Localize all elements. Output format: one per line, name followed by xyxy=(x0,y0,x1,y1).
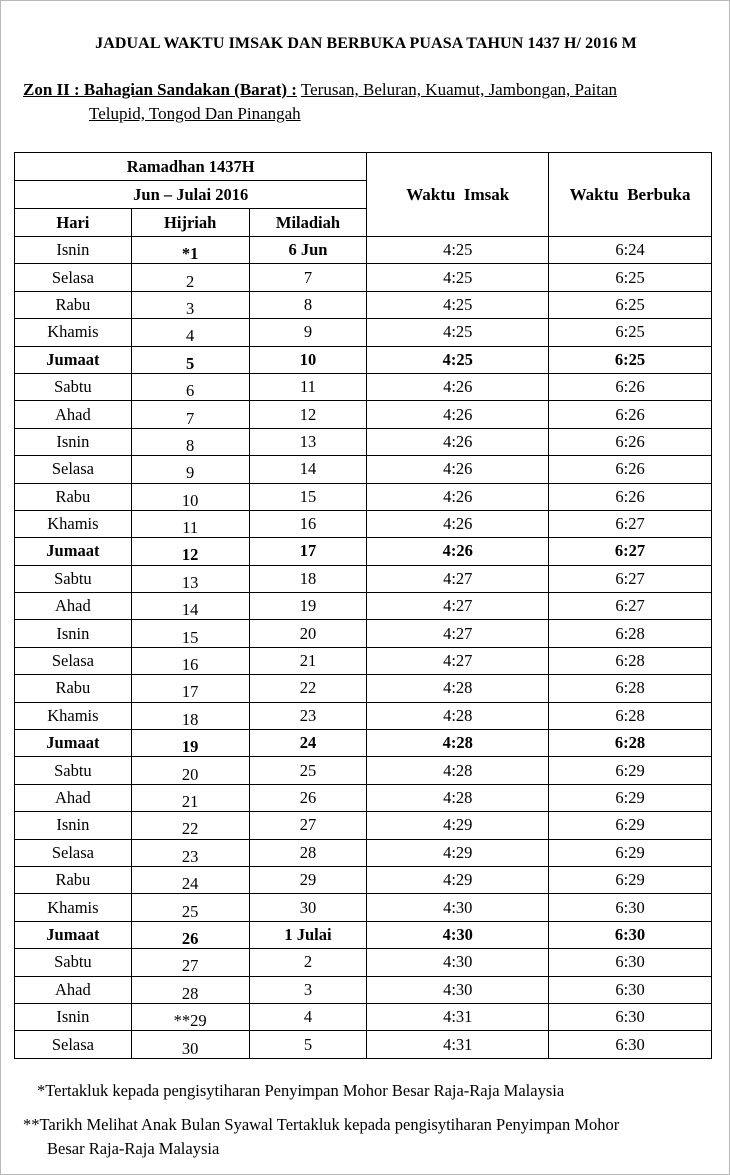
cell-greg: 18 xyxy=(249,565,367,592)
cell-berbuka: 6:27 xyxy=(549,593,712,620)
table-row xyxy=(15,949,712,976)
cell-day: Selasa xyxy=(15,1031,132,1058)
cell-day: Selasa xyxy=(15,264,132,291)
cell-day: Sabtu xyxy=(15,565,132,592)
cell-hijri: 22 xyxy=(131,812,249,839)
cell-hijri: 15 xyxy=(131,620,249,647)
table-row xyxy=(15,894,712,921)
cell-day: Rabu xyxy=(15,483,132,510)
cell-greg: 23 xyxy=(249,702,367,729)
table-row xyxy=(15,976,712,1003)
cell-greg: 21 xyxy=(249,647,367,674)
cell-imsak: 4:26 xyxy=(367,483,549,510)
cell-greg: 16 xyxy=(249,510,367,537)
cell-imsak: 4:26 xyxy=(367,373,549,400)
cell-hijri: 2 xyxy=(131,264,249,291)
cell-greg: 26 xyxy=(249,784,367,811)
table-row xyxy=(15,291,712,318)
table-row xyxy=(15,812,712,839)
cell-day: Sabtu xyxy=(15,949,132,976)
schedule-body xyxy=(15,237,712,1059)
cell-greg: 7 xyxy=(249,264,367,291)
cell-berbuka: 6:26 xyxy=(549,401,712,428)
cell-day: Rabu xyxy=(15,291,132,318)
cell-imsak: 4:30 xyxy=(367,921,549,948)
cell-hijri: 9 xyxy=(131,456,249,483)
cell-berbuka: 6:25 xyxy=(549,319,712,346)
zone-label: Zon II : Bahagian Sandakan (Barat) : xyxy=(23,80,297,99)
cell-berbuka: 6:29 xyxy=(549,866,712,893)
table-row xyxy=(15,483,712,510)
cell-berbuka: 6:26 xyxy=(549,373,712,400)
schedule-table xyxy=(14,152,712,1059)
cell-hijri: 19 xyxy=(131,730,249,757)
cell-berbuka: 6:30 xyxy=(549,1003,712,1030)
cell-imsak: 4:30 xyxy=(367,894,549,921)
cell-imsak: 4:30 xyxy=(367,949,549,976)
cell-imsak: 4:29 xyxy=(367,839,549,866)
cell-day: Isnin xyxy=(15,620,132,647)
cell-day: Ahad xyxy=(15,784,132,811)
cell-imsak: 4:28 xyxy=(367,675,549,702)
table-row xyxy=(15,730,712,757)
cell-hijri: **29 xyxy=(131,1003,249,1030)
cell-imsak: 4:27 xyxy=(367,647,549,674)
cell-imsak: 4:29 xyxy=(367,812,549,839)
cell-day: Sabtu xyxy=(15,757,132,784)
table-row xyxy=(15,401,712,428)
table-row xyxy=(15,702,712,729)
header-hijri: Hijriah xyxy=(131,209,249,237)
cell-imsak: 4:27 xyxy=(367,593,549,620)
table-row xyxy=(15,593,712,620)
cell-greg: 22 xyxy=(249,675,367,702)
cell-imsak: 4:28 xyxy=(367,730,549,757)
cell-hijri: 30 xyxy=(131,1031,249,1058)
cell-greg: 25 xyxy=(249,757,367,784)
cell-greg: 17 xyxy=(249,538,367,565)
cell-imsak: 4:27 xyxy=(367,565,549,592)
cell-greg: 10 xyxy=(249,346,367,373)
cell-greg: 3 xyxy=(249,976,367,1003)
cell-day: Selasa xyxy=(15,839,132,866)
cell-imsak: 4:29 xyxy=(367,866,549,893)
cell-hijri: 28 xyxy=(131,976,249,1003)
cell-hijri: 6 xyxy=(131,373,249,400)
cell-day: Jumaat xyxy=(15,921,132,948)
cell-day: Selasa xyxy=(15,647,132,674)
cell-berbuka: 6:29 xyxy=(549,757,712,784)
cell-imsak: 4:25 xyxy=(367,346,549,373)
cell-greg: 9 xyxy=(249,319,367,346)
cell-berbuka: 6:27 xyxy=(549,510,712,537)
cell-imsak: 4:25 xyxy=(367,291,549,318)
cell-day: Rabu xyxy=(15,866,132,893)
cell-day: Khamis xyxy=(15,319,132,346)
cell-berbuka: 6:25 xyxy=(549,346,712,373)
cell-berbuka: 6:28 xyxy=(549,702,712,729)
table-row xyxy=(15,346,712,373)
header-day: Hari xyxy=(15,209,132,237)
footnote-2-line1: **Tarikh Melihat Anak Bulan Syawal Tertakluk kepada pengisytiharan Penyimpan Mohor xyxy=(23,1115,620,1134)
cell-day: Khamis xyxy=(15,894,132,921)
cell-hijri: 27 xyxy=(131,949,249,976)
cell-berbuka: 6:28 xyxy=(549,675,712,702)
cell-imsak: 4:31 xyxy=(367,1003,549,1030)
cell-berbuka: 6:27 xyxy=(549,538,712,565)
cell-imsak: 4:25 xyxy=(367,237,549,264)
table-row xyxy=(15,538,712,565)
header-range: Jun – Julai 2016 xyxy=(15,181,367,209)
zone-heading xyxy=(23,78,713,126)
table-row xyxy=(15,373,712,400)
cell-imsak: 4:28 xyxy=(367,784,549,811)
table-row xyxy=(15,675,712,702)
cell-greg: 6 Jun xyxy=(249,237,367,264)
table-row xyxy=(15,757,712,784)
table-row xyxy=(15,1003,712,1030)
table-row xyxy=(15,620,712,647)
cell-imsak: 4:26 xyxy=(367,538,549,565)
table-row xyxy=(15,839,712,866)
cell-greg: 13 xyxy=(249,428,367,455)
table-row xyxy=(15,510,712,537)
cell-hijri: 3 xyxy=(131,291,249,318)
cell-day: Ahad xyxy=(15,401,132,428)
cell-hijri: 26 xyxy=(131,921,249,948)
cell-day: Jumaat xyxy=(15,730,132,757)
cell-hijri: 10 xyxy=(131,483,249,510)
footnote-1: *Tertakluk kepada pengisytiharan Penyimpan Mohor Besar Raja-Raja Malaysia xyxy=(37,1081,565,1100)
cell-berbuka: 6:28 xyxy=(549,730,712,757)
header-berbuka: Waktu Berbuka xyxy=(549,153,712,237)
cell-imsak: 4:26 xyxy=(367,510,549,537)
table-row xyxy=(15,428,712,455)
cell-greg: 8 xyxy=(249,291,367,318)
table-row xyxy=(15,264,712,291)
cell-berbuka: 6:25 xyxy=(549,264,712,291)
cell-hijri: 13 xyxy=(131,565,249,592)
table-row xyxy=(15,921,712,948)
cell-hijri: 16 xyxy=(131,647,249,674)
table-row xyxy=(15,647,712,674)
zone-areas-line1: Terusan, Beluran, Kuamut, Jambongan, Paitan xyxy=(300,80,617,99)
cell-imsak: 4:28 xyxy=(367,702,549,729)
cell-berbuka: 6:30 xyxy=(549,921,712,948)
table-row xyxy=(15,565,712,592)
cell-berbuka: 6:30 xyxy=(549,949,712,976)
cell-imsak: 4:26 xyxy=(367,428,549,455)
cell-imsak: 4:27 xyxy=(367,620,549,647)
cell-greg: 27 xyxy=(249,812,367,839)
cell-berbuka: 6:28 xyxy=(549,620,712,647)
cell-berbuka: 6:26 xyxy=(549,428,712,455)
cell-berbuka: 6:30 xyxy=(549,976,712,1003)
cell-day: Isnin xyxy=(15,1003,132,1030)
table-row xyxy=(15,1031,712,1058)
cell-hijri: 21 xyxy=(131,784,249,811)
table-row xyxy=(15,456,712,483)
cell-berbuka: 6:30 xyxy=(549,1031,712,1058)
cell-greg: 30 xyxy=(249,894,367,921)
cell-day: Jumaat xyxy=(15,538,132,565)
cell-day: Sabtu xyxy=(15,373,132,400)
cell-day: Ahad xyxy=(15,976,132,1003)
cell-berbuka: 6:28 xyxy=(549,647,712,674)
cell-hijri: *1 xyxy=(131,237,249,264)
cell-imsak: 4:26 xyxy=(367,401,549,428)
cell-hijri: 11 xyxy=(131,510,249,537)
cell-berbuka: 6:29 xyxy=(549,839,712,866)
cell-day: Selasa xyxy=(15,456,132,483)
cell-berbuka: 6:24 xyxy=(549,237,712,264)
cell-hijri: 5 xyxy=(131,346,249,373)
header-month: Ramadhan 1437H xyxy=(15,153,367,181)
cell-berbuka: 6:29 xyxy=(549,812,712,839)
cell-berbuka: 6:26 xyxy=(549,456,712,483)
footnote-2 xyxy=(23,1113,713,1161)
table-row xyxy=(15,319,712,346)
cell-hijri: 7 xyxy=(131,401,249,428)
cell-greg: 14 xyxy=(249,456,367,483)
cell-greg: 12 xyxy=(249,401,367,428)
header-imsak: Waktu Imsak xyxy=(367,153,549,237)
cell-day: Khamis xyxy=(15,702,132,729)
cell-berbuka: 6:25 xyxy=(549,291,712,318)
cell-imsak: 4:31 xyxy=(367,1031,549,1058)
cell-day: Isnin xyxy=(15,428,132,455)
table-row xyxy=(15,237,712,264)
cell-day: Rabu xyxy=(15,675,132,702)
cell-imsak: 4:28 xyxy=(367,757,549,784)
cell-greg: 28 xyxy=(249,839,367,866)
cell-hijri: 14 xyxy=(131,593,249,620)
document-title: JADUAL WAKTU IMSAK DAN BERBUKA PUASA TAHUN 1437 H/ 2016 M xyxy=(95,35,637,52)
cell-imsak: 4:26 xyxy=(367,456,549,483)
cell-berbuka: 6:27 xyxy=(549,565,712,592)
zone-areas-line2: Telupid, Tongod Dan Pinangah xyxy=(89,104,301,123)
cell-greg: 11 xyxy=(249,373,367,400)
cell-greg: 20 xyxy=(249,620,367,647)
cell-hijri: 18 xyxy=(131,702,249,729)
cell-hijri: 23 xyxy=(131,839,249,866)
cell-greg: 29 xyxy=(249,866,367,893)
header-greg: Miladiah xyxy=(249,209,367,237)
cell-day: Isnin xyxy=(15,237,132,264)
cell-hijri: 24 xyxy=(131,866,249,893)
cell-greg: 19 xyxy=(249,593,367,620)
cell-greg: 5 xyxy=(249,1031,367,1058)
cell-imsak: 4:25 xyxy=(367,319,549,346)
cell-hijri: 4 xyxy=(131,319,249,346)
cell-day: Isnin xyxy=(15,812,132,839)
cell-imsak: 4:25 xyxy=(367,264,549,291)
cell-berbuka: 6:26 xyxy=(549,483,712,510)
table-row xyxy=(15,866,712,893)
cell-berbuka: 6:30 xyxy=(549,894,712,921)
cell-hijri: 12 xyxy=(131,538,249,565)
cell-greg: 1 Julai xyxy=(249,921,367,948)
cell-day: Jumaat xyxy=(15,346,132,373)
cell-hijri: 25 xyxy=(131,894,249,921)
cell-greg: 4 xyxy=(249,1003,367,1030)
footnote-2-line2: Besar Raja-Raja Malaysia xyxy=(47,1139,220,1158)
cell-hijri: 17 xyxy=(131,675,249,702)
cell-day: Ahad xyxy=(15,593,132,620)
zone-areas-line2-wrap xyxy=(23,102,713,126)
cell-greg: 24 xyxy=(249,730,367,757)
cell-hijri: 20 xyxy=(131,757,249,784)
cell-hijri: 8 xyxy=(131,428,249,455)
cell-greg: 2 xyxy=(249,949,367,976)
cell-imsak: 4:30 xyxy=(367,976,549,1003)
cell-day: Khamis xyxy=(15,510,132,537)
table-row xyxy=(15,784,712,811)
cell-berbuka: 6:29 xyxy=(549,784,712,811)
cell-greg: 15 xyxy=(249,483,367,510)
